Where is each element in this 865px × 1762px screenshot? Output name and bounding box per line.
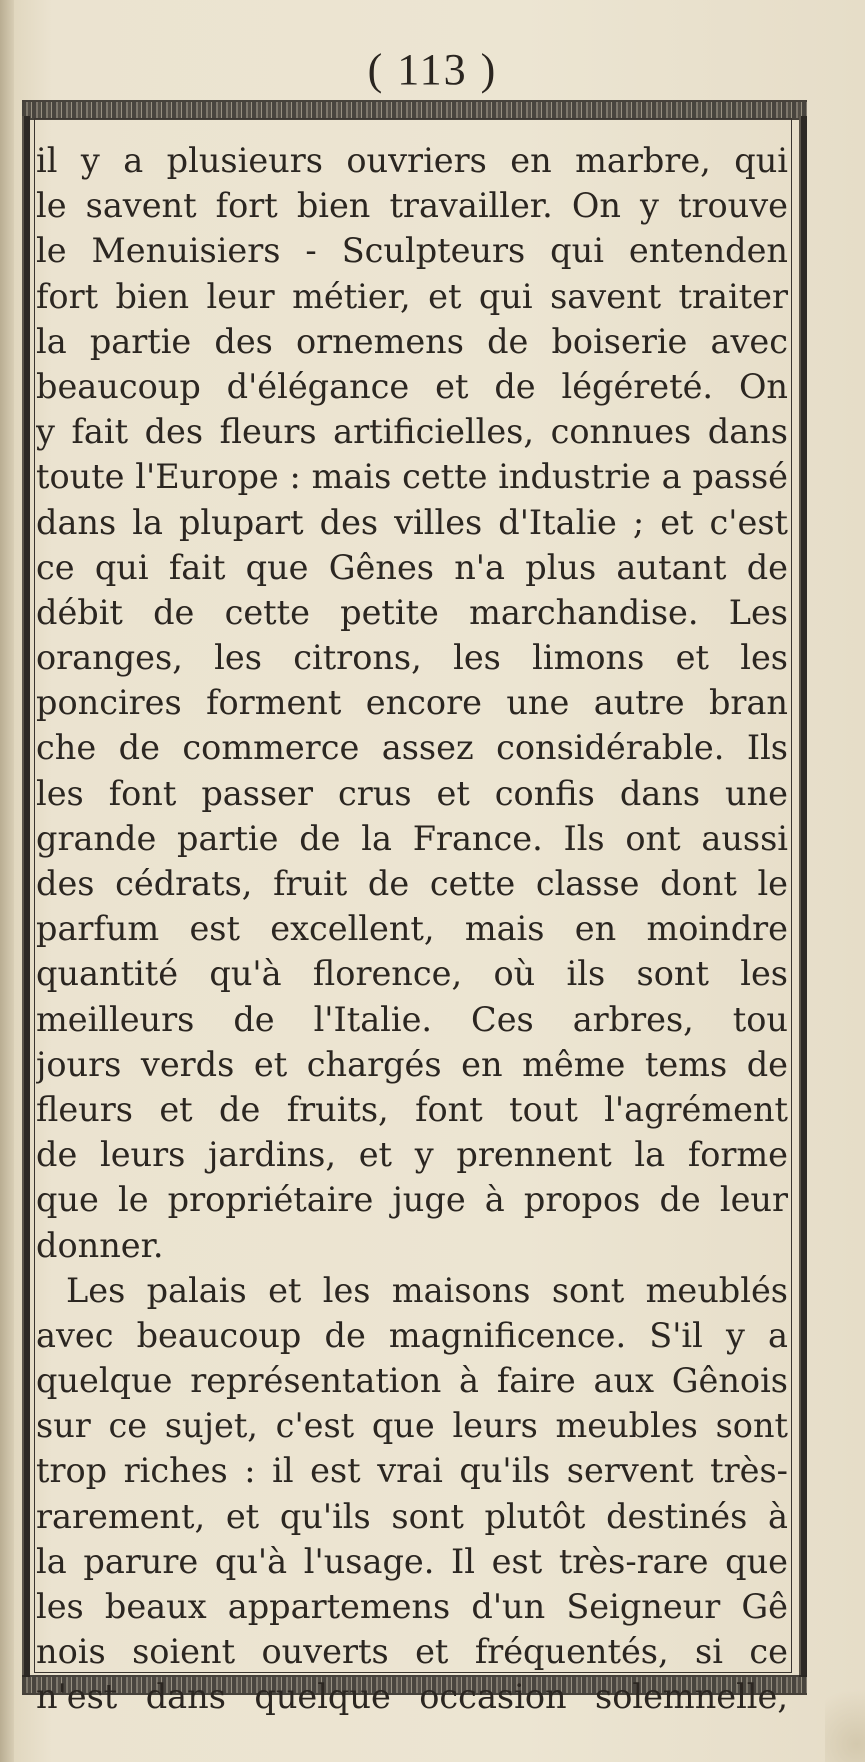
text-line: nois soient ouverts et fréquentés, si ce (36, 1632, 788, 1672)
text-line: de leurs jardins, et y prennent la forme (36, 1135, 788, 1175)
text-line: avec beaucoup de magnificence. S'il y a (36, 1315, 788, 1355)
text-line: donner. (36, 1225, 164, 1265)
text-line: les beaux appartemens d'un Seigneur Gê (36, 1587, 788, 1626)
text-line: oranges, les citrons, les limons et les (36, 638, 788, 678)
text-line: quelque représentation à faire aux Gênois (36, 1361, 788, 1401)
text-line: la partie des ornemens de boiserie avec (36, 321, 788, 361)
text-line: fort bien leur métier, et qui savent traiter (36, 276, 788, 316)
text-line: quantité qu'à florence, où ils sont les (36, 954, 788, 994)
body-text (36, 138, 788, 1720)
text-line: des cédrats, fruit de cette classe dont le (36, 864, 788, 903)
text-line: jours verds et chargés en même tems de (36, 1044, 788, 1084)
text-line: che de commerce assez considérable. Ils (36, 728, 788, 768)
text-line: rarement, et qu'ils sont plutôt destinés à (36, 1496, 788, 1536)
frame-top-border (22, 100, 807, 120)
text-line: n'est dans quelque occasion solemnelle, (36, 1677, 788, 1717)
text-line: la parure qu'à l'usage. Il est très-rare que (36, 1541, 788, 1581)
text-line: beaucoup d'élégance et de légéreté. On (36, 366, 788, 406)
text-line: meilleurs de l'Italie. Ces arbres, tou (36, 999, 788, 1039)
text-line: le savent fort bien travailler. On y trouve (36, 186, 788, 226)
text-line: dans la plupart des villes d'Italie ; et c'est (36, 502, 788, 542)
text-line: toute l'Europe : mais cette industrie a passé (36, 457, 788, 497)
frame-left-border (22, 116, 30, 1677)
text-line: trop riches : il est vrai qu'ils servent très- (36, 1451, 788, 1491)
text-line: grande partie de la France. Ils ont aussi (36, 818, 788, 858)
text-line: débit de cette petite marchandise. Les (36, 592, 788, 632)
text-line: sur ce sujet, c'est que leurs meubles sont (36, 1406, 788, 1446)
text-line: ce qui fait que Gênes n'a plus autant de (36, 547, 788, 587)
text-line: que le propriétaire juge à propos de leur (36, 1180, 788, 1220)
text-line: parfum est excellent, mais en moindre (36, 909, 788, 949)
text-line: le Menuisiers - Sculpteurs qui entenden (36, 231, 788, 271)
paper-stain (825, 1672, 865, 1762)
page-number: ( 113 ) (367, 45, 498, 94)
text-line: poncires forment encore une autre bran (36, 683, 788, 723)
text-line: les font passer crus et confis dans une (36, 773, 788, 813)
text-line: y fait des fleurs artificielles, connues dans (36, 412, 788, 452)
frame-right-border (799, 116, 807, 1677)
text-line: il y a plusieurs ouvriers en marbre, qui (36, 141, 788, 180)
spine-shadow (0, 0, 14, 1762)
text-line: fleurs et de fruits, font tout l'agrément (36, 1089, 788, 1129)
text-line: Les palais et les maisons sont meublés (66, 1270, 788, 1310)
